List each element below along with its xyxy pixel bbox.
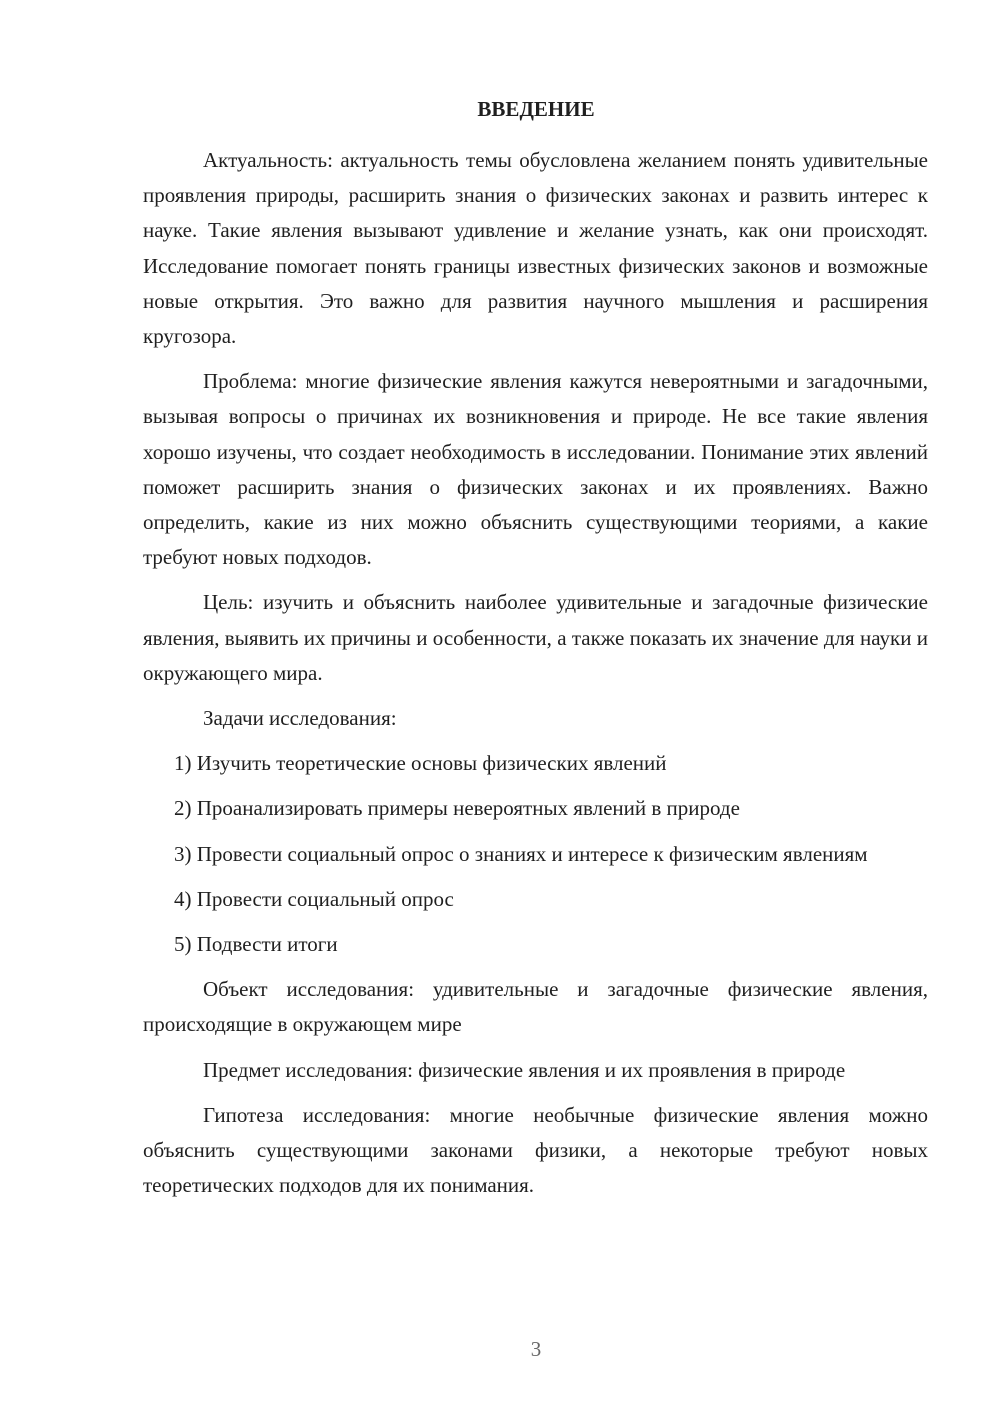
task-item-5: 5) Подвести итоги [174, 932, 338, 957]
tasks-heading: Задачи исследования: [203, 706, 397, 731]
problem-paragraph: Проблема: многие физические явления кажутся невероятными и загадочными, вызывая вопросы о причинах их возникновения и природе. Не все такие явления хорошо изучены, что создает необходимость в исследовании. Понимание этих явлений поможет расширить знания о физических законах и их проявлениях. Важно определить, какие из них можно объяснить существующими теориями, а какие требуют новых подходов. [143, 369, 928, 570]
page-title: ВВЕДЕНИЕ [477, 97, 595, 121]
document-body [143, 143, 928, 1213]
task-item-2: 2) Проанализировать примеры невероятных явлений в природе [174, 796, 740, 821]
hypothesis-paragraph: Гипотеза исследования: многие необычные физические явления можно объяснить существующими законами физики, а некоторые требуют новых теоретических подходов для их понимания. [143, 1102, 928, 1198]
goal-paragraph: Цель: изучить и объяснить наиболее удивительные и загадочные физические явления, выявить их причины и особенности, а также показать их значение для науки и окружающего мира. [143, 590, 928, 685]
subject-paragraph: Предмет исследования: физические явления и их проявления в природе [203, 1057, 846, 1082]
object-paragraph: Объект исследования: удивительные и загадочные физические явления, происходящие в окружающем мире [143, 977, 928, 1037]
relevance-paragraph: Актуальность: актуальность темы обусловлена желанием понять удивительные проявления природы, расширить знания о физических законах и развить интерес к науке. Такие явления вызывают удивление и желание узнать, как они происходят. Исследование помогает понять границы известных физических законов и возможные новые открытия. Это важно для развития научного мышления и расширения кругозора. [143, 148, 928, 349]
task-item-1: 1) Изучить теоретические основы физических явлений [174, 751, 667, 776]
page-number: 3 [530, 1337, 542, 1361]
task-item-3: 3) Провести социальный опрос о знаниях и интересе к физическим явлениям [174, 841, 868, 866]
task-item-4: 4) Провести социальный опрос [174, 886, 454, 911]
